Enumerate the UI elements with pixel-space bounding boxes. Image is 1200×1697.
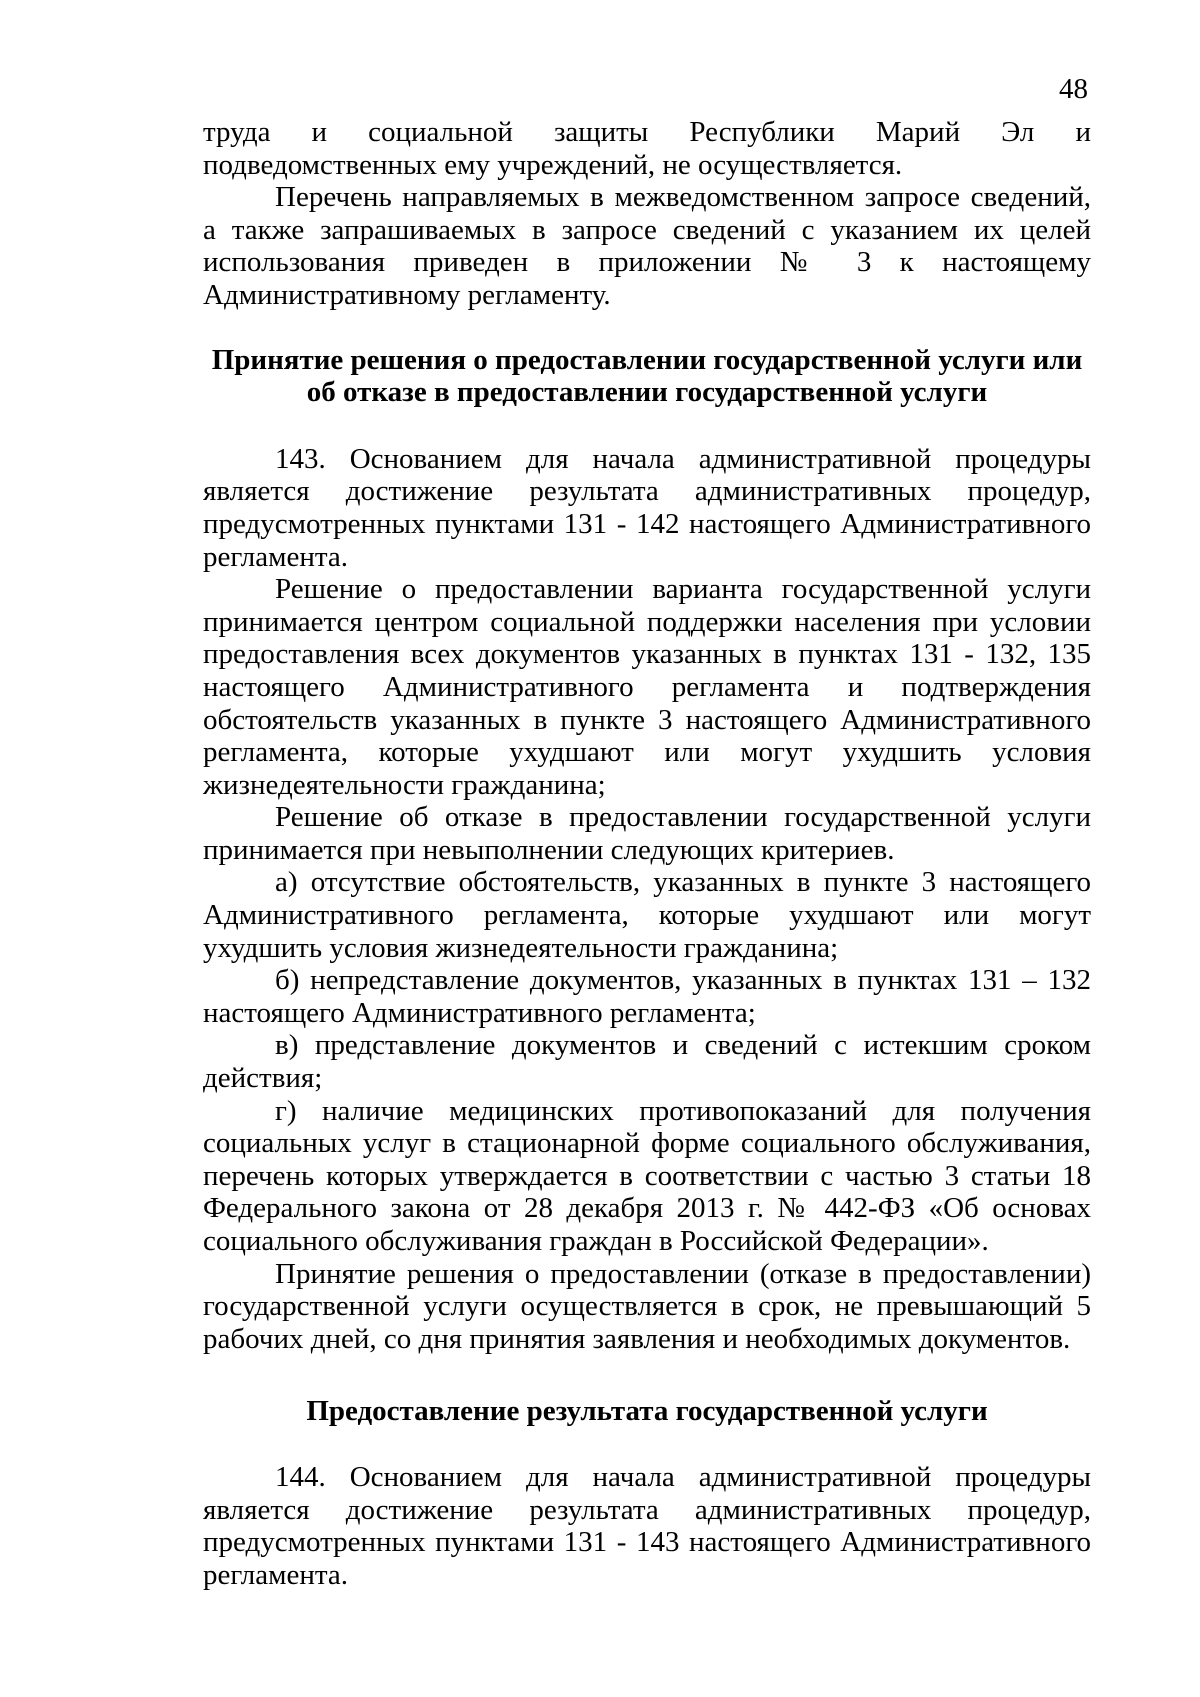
page-number: 48 xyxy=(1059,73,1088,105)
section-heading-decision: Принятие решения о предоставлении государственной услуги или об отказе в предоставлении государственной услуги xyxy=(211,343,1083,409)
paragraph-143: 143. Основанием для начала административной процедуры является достижение результата административных процедур, предусмотренных пунктами 131 - 142 настоящего Административного регламента. xyxy=(203,442,1091,573)
paragraph-continuation: труда и социальной защиты Республики Марий Эл и подведомственных ему учреждений, не осуществляется. xyxy=(203,116,1091,181)
paragraph-interagency-request: Перечень направляемых в межведомственном запросе сведений, а также запрашиваемых в запросе сведений с указанием их целей использования приведен в приложении № 3 к настоящему Административному регламенту. xyxy=(203,181,1091,311)
paragraph-144: 144. Основанием для начала административной процедуры является достижение результата административных процедур, предусмотренных пунктами 131 - 143 настоящего Административного регламента. xyxy=(203,1460,1091,1591)
criterion-b: б) непредставление документов, указанных в пунктах 131 – 132 настоящего Административного регламента; xyxy=(203,964,1091,1029)
paragraph-decision-grant: Решение о предоставлении варианта государственной услуги принимается центром социальной поддержки населения при условии предоставления всех документов указанных в пунктах 131 - 132, 135 настоящего Административного регламента и подтверждения обстоятельств указанных в пункте 3 настоящего Административного регламента, которые ухудшают или могут ухудшить условия жизнедеятельности гражданина; xyxy=(203,573,1091,801)
paragraph-decision-term: Принятие решения о предоставлении (отказе в предоставлении) государственной услуги осуществляется в срок, не превышающий 5 рабочих дней, со дня принятия заявления и необходимых документов. xyxy=(203,1257,1091,1355)
criterion-g: г) наличие медицинских противопоказаний для получения социальных услуг в стационарной форме социального обслуживания, перечень которых утверждается в соответствии с частью 3 статьи 18 Федерального закона от 28 декабря 2013 г. № 442-ФЗ «Об основах социального обслуживания граждан в Российской Федерации». xyxy=(203,1094,1091,1257)
criterion-v: в) представление документов и сведений с истекшим сроком действия; xyxy=(203,1029,1091,1095)
section-heading-result: Предоставление результата государственной услуги xyxy=(306,1395,988,1428)
paragraph-decision-refusal: Решение об отказе в предоставлении государственной услуги принимается при невыполнении следующих критериев. xyxy=(203,801,1091,866)
criterion-a: а) отсутствие обстоятельств, указанных в пункте 3 настоящего Административного регламента, которые ухудшают или могут ухудшить условия жизнедеятельности гражданина; xyxy=(203,866,1091,964)
document-body xyxy=(203,116,1091,1591)
